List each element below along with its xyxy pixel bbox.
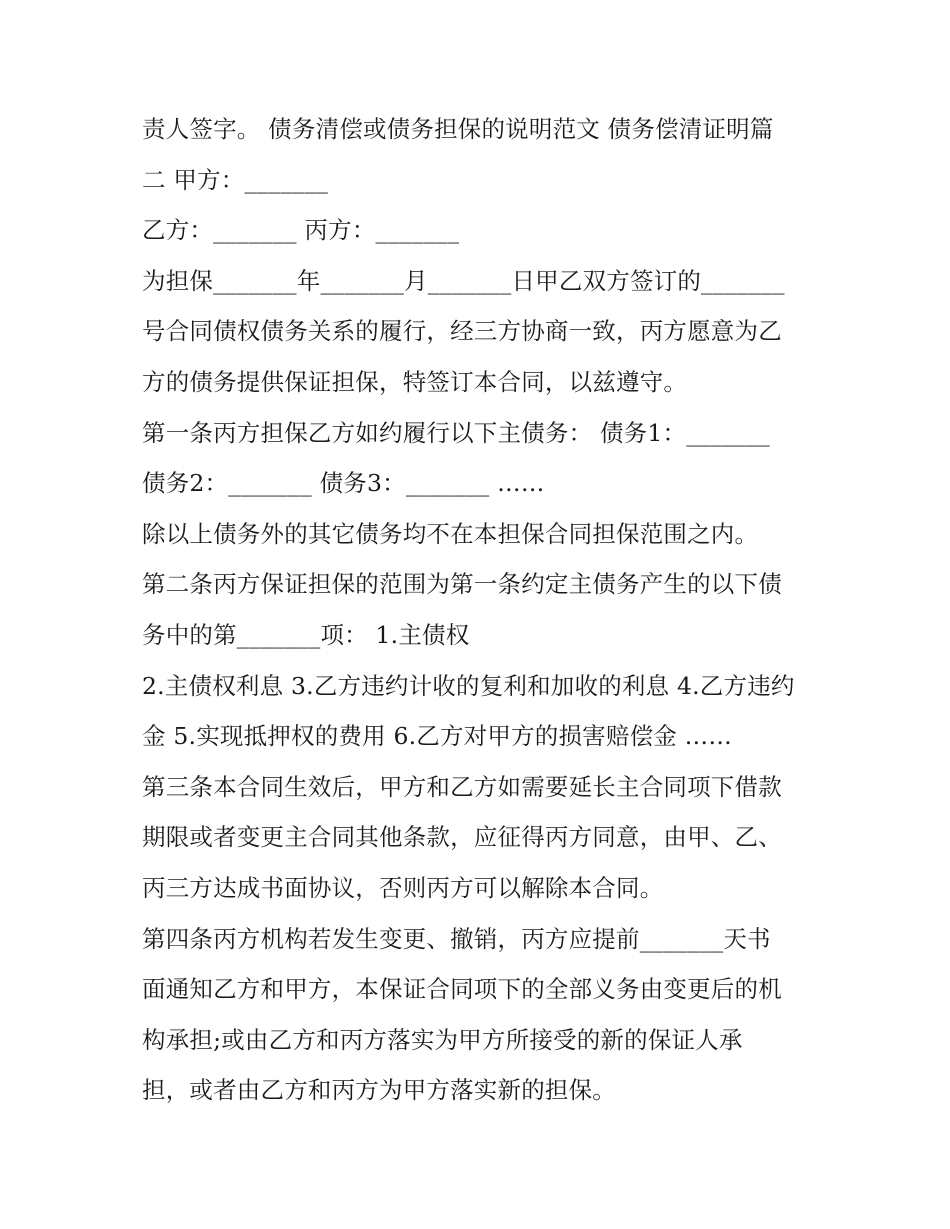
text-line: 号合同债权债务关系的履行，经三方协商一致，丙方愿意为乙 bbox=[142, 317, 782, 346]
document-body bbox=[142, 104, 822, 1116]
text-line: 金 5.实现抵押权的费用 6.乙方对甲方的损害赔偿金 …… bbox=[142, 722, 733, 751]
text-line: 务中的第_______项： 1.主债权 bbox=[142, 620, 470, 649]
text-line: 担，或者由乙方和丙方为甲方落实新的担保。 bbox=[142, 1076, 616, 1105]
text-line: 丙三方达成书面协议，否则丙方可以解除本合同。 bbox=[142, 873, 664, 902]
text-line: 面通知乙方和甲方，本保证合同项下的全部义务由变更后的机 bbox=[142, 975, 782, 1004]
text-line: 第二条丙方保证担保的范围为第一条约定主债务产生的以下债 bbox=[142, 570, 782, 599]
text-line: 第一条丙方担保乙方如约履行以下主债务： 债务1：_______ bbox=[142, 418, 770, 447]
text-line: 二 甲方：_______ bbox=[142, 165, 329, 194]
text-line: 责人签字。 债务清偿或债务担保的说明范文 债务偿清证明篇 bbox=[142, 115, 774, 143]
text-line: 方的债务提供保证担保，特签订本合同，以兹遵守。 bbox=[142, 367, 688, 396]
text-line: 债务2：_______ 债务3：_______ …… bbox=[142, 469, 545, 498]
text-line: 2.主债权利息 3.乙方违约计收的复利和加收的利息 4.乙方违约 bbox=[142, 671, 795, 700]
text-line: 为担保_______年_______月_______日甲乙双方签订的_______ bbox=[142, 266, 785, 295]
text-line: 第三条本合同生效后，甲方和乙方如需要延长主合同项下借款 bbox=[142, 772, 782, 801]
text-line: 乙方：_______ 丙方：_______ bbox=[142, 216, 460, 245]
text-line: 构承担;或由乙方和丙方落实为甲方所接受的新的保证人承 bbox=[142, 1025, 743, 1054]
text-line: 期限或者变更主合同其他条款，应征得丙方同意，由甲、乙、 bbox=[142, 823, 782, 852]
text-line: 第四条丙方机构若发生变更、撤销，丙方应提前_______天书 bbox=[142, 924, 771, 953]
text-line: 除以上债务外的其它债务均不在本担保合同担保范围之内。 bbox=[142, 519, 759, 548]
